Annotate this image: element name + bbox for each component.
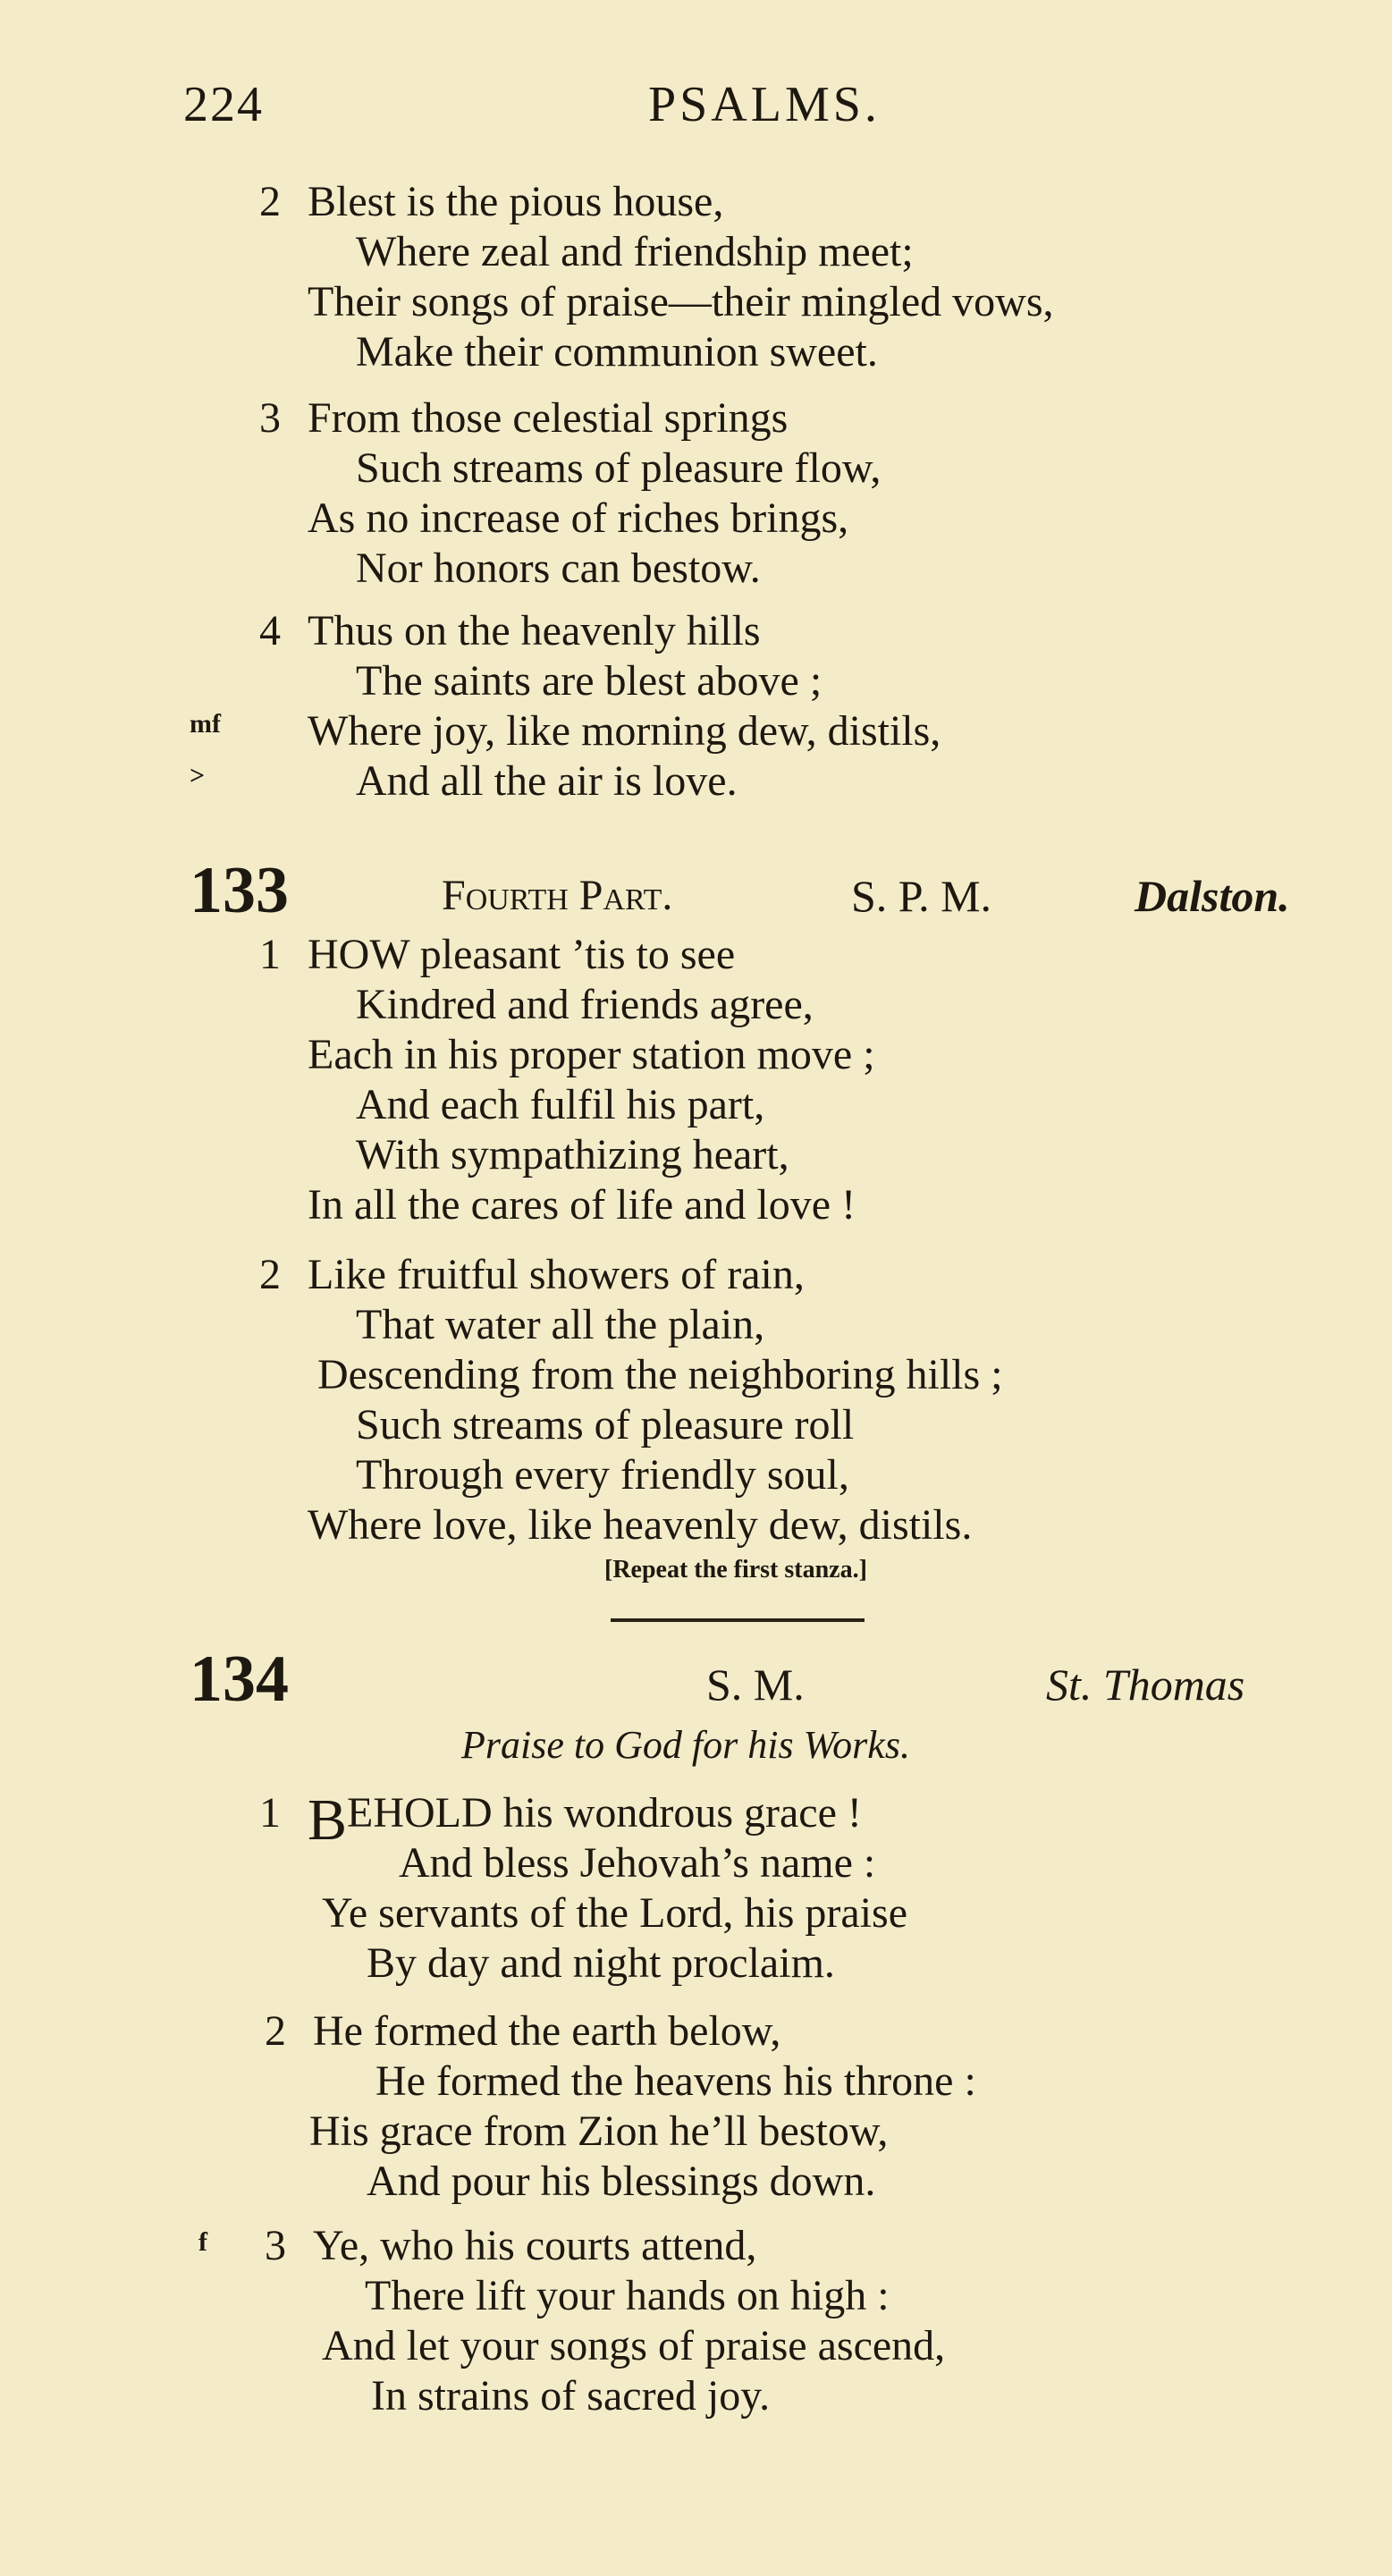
hymn-number: 134 (190, 1643, 289, 1716)
stanza-line: There lift your hands on high : (365, 2272, 890, 2319)
stanza-line: The saints are blest above ; (356, 657, 823, 705)
stanza-line: Descending from the neighboring hills ; (317, 1351, 1003, 1398)
hymn-subtitle: Praise to God for his Works. (461, 1723, 910, 1767)
hymn-part: Fourth Part. (442, 872, 673, 919)
verse-text: Thus on the heavenly hills (308, 607, 761, 655)
stanza-line: His grace from Zion he’ll bestow, (309, 2107, 889, 2155)
stanza-number: 2 (259, 1251, 281, 1298)
hymn-meter: S. P. M. (851, 871, 992, 921)
stanza-line (259, 177, 723, 227)
stanza-line: In all the cares of life and love ! (308, 1181, 856, 1229)
stanza-number: 3 (259, 394, 281, 442)
stanza-line: He formed the heavens his throne : (375, 2057, 976, 2105)
stanza-line: Such streams of pleasure flow, (356, 444, 882, 492)
stanza-line: Their songs of praise—their mingled vows, (308, 278, 1054, 325)
verse-text: HOW pleasant ’tis to see (308, 931, 736, 978)
hymn-tune: Dalston. (1135, 871, 1290, 921)
stanza-line: As no increase of riches brings, (308, 494, 849, 542)
stanza-line: With sympathizing heart, (356, 1131, 789, 1178)
drop-cap: B (308, 1787, 348, 1853)
stanza-line (265, 2221, 756, 2271)
running-title: PSALMS. (648, 77, 881, 132)
stanza-number: 3 (265, 2222, 286, 2269)
stanza-line (259, 930, 735, 980)
dynamic-mark-f: f (198, 2227, 207, 2257)
hymn-tune: St. Thomas (1046, 1660, 1245, 1710)
stanza-line: Where zeal and friendship meet; (356, 228, 914, 275)
stanza-line: Where love, like heavenly dew, distils. (308, 1501, 973, 1549)
stanza-line: And all the air is love. (356, 757, 738, 805)
stanza-line (259, 1787, 862, 1853)
verse-text: Like fruitful showers of rain, (308, 1251, 805, 1298)
dynamic-mark-mf: mf (190, 709, 221, 739)
stanza-line (259, 1250, 805, 1300)
hymn-heading (190, 1643, 1370, 1715)
stanza-line: And each fulfil his part, (356, 1081, 765, 1128)
repeat-note: [Repeat the first stanza.] (604, 1556, 867, 1584)
stanza-line: Kindred and friends agree, (356, 981, 814, 1028)
section-divider (611, 1618, 865, 1622)
stanza-line: And bless Jehovah’s name : (399, 1839, 876, 1887)
stanza-number: 2 (259, 178, 281, 225)
stanza-line: In strains of sacred joy. (371, 2372, 771, 2420)
stanza-line: By day and night proclaim. (367, 1939, 835, 1987)
stanza-line: Through every friendly soul, (356, 1451, 849, 1499)
stanza-number: 2 (265, 2007, 286, 2055)
verse-text: From those celestial springs (308, 394, 789, 442)
stanza-number: 1 (259, 931, 281, 978)
running-header (183, 76, 891, 139)
stanza-line: Each in his proper station move ; (308, 1031, 875, 1078)
page-number: 224 (183, 77, 264, 132)
verse-text: He formed the earth below, (313, 2007, 781, 2055)
stanza-line: And let your songs of praise ascend, (322, 2322, 946, 2369)
hymn-number: 133 (190, 854, 289, 927)
stanza-number: 4 (259, 607, 281, 655)
dynamic-mark-gt: > (190, 761, 206, 790)
hymn-heading (190, 855, 1370, 926)
stanza-line: Make their communion sweet. (356, 328, 878, 376)
stanza-line (259, 606, 761, 656)
stanza-line: Where joy, like morning dew, distils, (308, 707, 941, 755)
verse-text: Blest is the pious house, (308, 178, 724, 225)
hymn-meter: S. M. (706, 1660, 805, 1710)
verse-text: EHOLD his wondrous grace ! (347, 1789, 862, 1837)
stanza-line: And pour his blessings down. (367, 2158, 876, 2205)
verse-text: Ye, who his courts attend, (313, 2222, 757, 2269)
stanza-number: 1 (259, 1789, 281, 1837)
stanza-line: That water all the plain, (356, 1301, 765, 1348)
stanza-line: Nor honors can bestow. (356, 545, 761, 592)
stanza-line: Such streams of pleasure roll (356, 1401, 855, 1448)
stanza-line (259, 393, 788, 443)
stanza-line: Ye servants of the Lord, his praise (322, 1889, 908, 1937)
stanza-line (265, 2006, 780, 2057)
